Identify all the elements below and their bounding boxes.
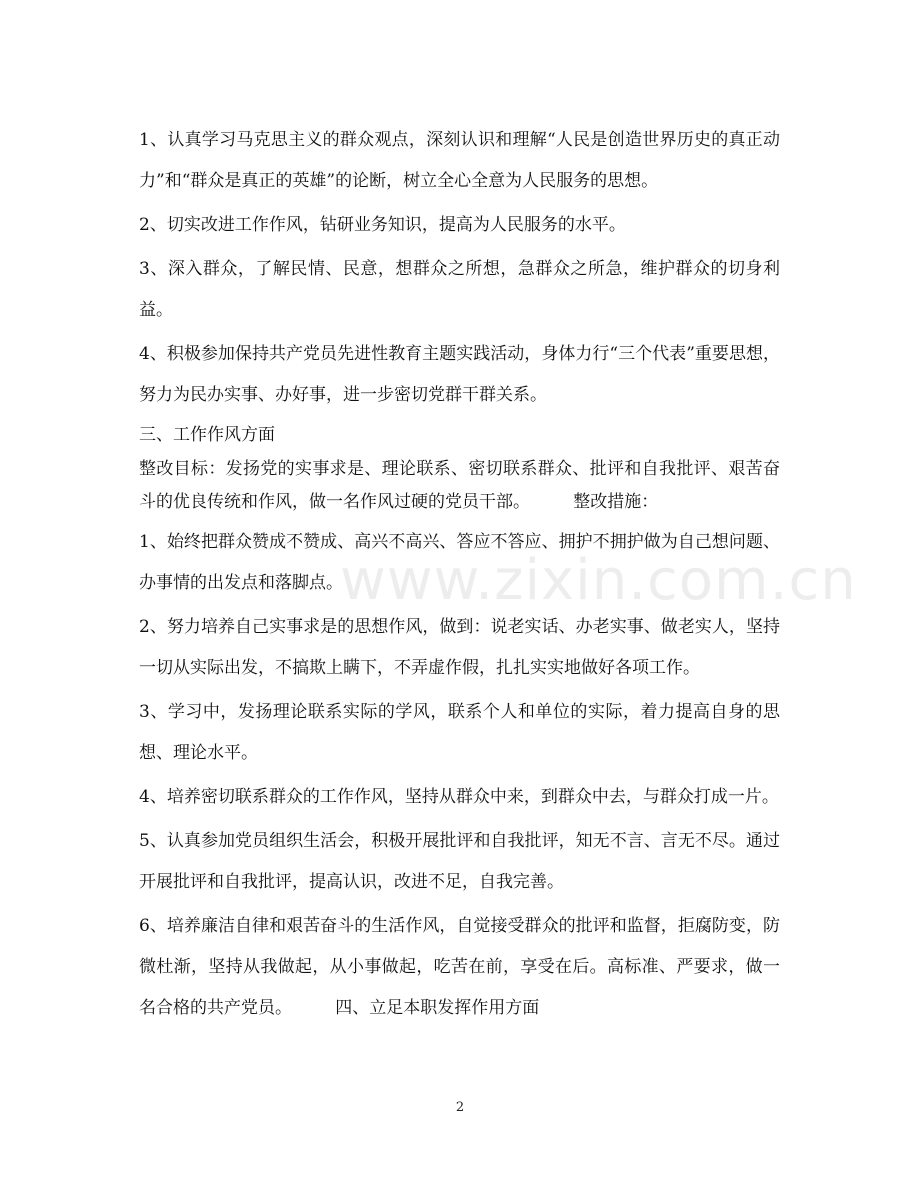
paragraph-1: 1、认真学习马克思主义的群众观点，深刻认识和理解“人民是创造世界历史的真正动力”和“群众是真正的英雄”的论断，树立全心全意为人民服务的思想。 [139, 130, 780, 191]
watermark: www.zixin.com.cn [340, 548, 857, 613]
measure-5: 5、认真参加党员组织生活会，积极开展批评和自我批评，知无不言、言无不尽。通过开展批评和自我批评，提高认识，改进不足，自我完善。 [139, 831, 780, 892]
section-heading-3: 三、工作作风方面 [139, 425, 275, 445]
measure-6: 6、培养廉洁自律和艰苦奋斗的生活作风，自觉接受群众的批评和监督，拒腐防变，防微杜渐，坚持从我做起，从小事做起，吃苦在前，享受在后。高标准、严要求，做一名合格的共产党员。 四、立足本职发挥作用方面 [139, 916, 780, 1018]
page-number: 2 [455, 1100, 465, 1115]
rectification-goal: 整改目标：发扬党的实事求是、理论联系、密切联系群众、批评和自我批评、艰苦奋斗的优良传统和作风，做一名作风过硬的党员干部。 整改措施： [139, 459, 780, 512]
paragraph-2: 2、切实改进工作作风，钻研业务知识，提高为人民服务的水平。 [139, 215, 626, 235]
paragraph-3: 3、深入群众，了解民情、民意，想群众之所想，急群众之所急，维护群众的切身利益。 [139, 259, 780, 320]
paragraph-4: 4、积极参加保持共产党员先进性教育主题实践活动，身体力行“三个代表”重要思想，努力为民办实事、办好事，进一步密切党群干群关系。 [139, 344, 780, 405]
measure-1: 1、始终把群众赞成不赞成、高兴不高兴、答应不答应、拥护不拥护做为自己想问题、办事情的出发点和落脚点。 [139, 532, 780, 593]
measure-2: 2、努力培养自己实事求是的思想作风，做到：说老实话、办老实事、做老实人，坚持一切从实际出发，不搞欺上瞒下，不弄虚作假，扎扎实实地做好各项工作。 [139, 617, 780, 678]
measure-3: 3、学习中，发扬理论联系实际的学风，联系个人和单位的实际，着力提高自身的思想、理论水平。 [139, 702, 780, 763]
measure-4: 4、培养密切联系群众的工作作风，坚持从群众中来，到群众中去，与群众打成一片。 [139, 787, 779, 807]
